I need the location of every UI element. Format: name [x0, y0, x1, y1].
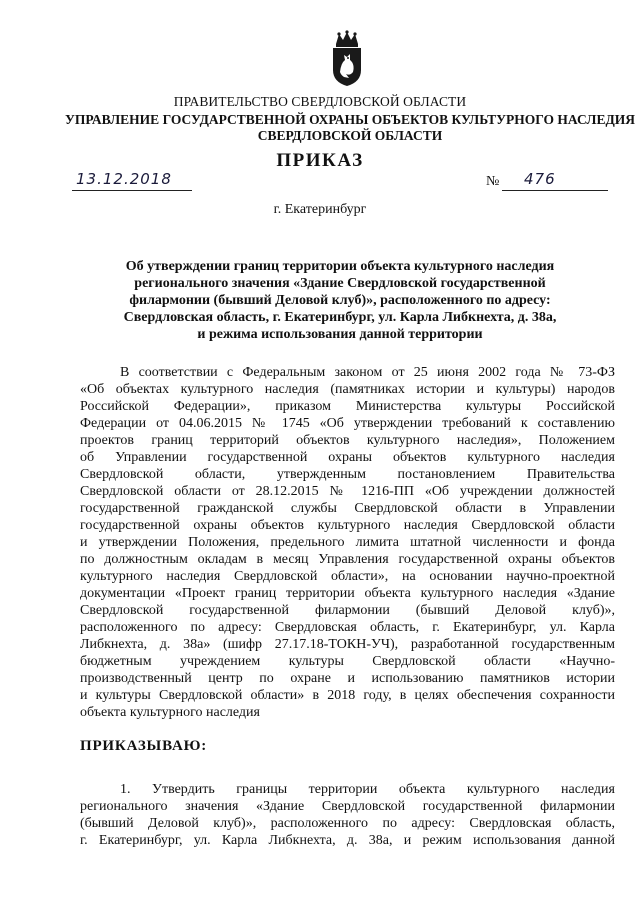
city-line: г. Екатеринбург [273, 202, 367, 217]
preamble-line: Свердловской области, утвержденным постановлением Правительства [80, 467, 615, 482]
preamble-line: расположенного по адресу: Свердловская область, г. Екатеринбург, ул. Карла [80, 620, 615, 635]
preamble-line: об Управлении государственной охраны объектов культурного наследия [80, 450, 615, 465]
item-1-line: (бывший Деловой клуб)», расположенного по адресу: Свердловская область, [80, 816, 615, 831]
preamble-line: Либкнехта, д. 38а» (шифр 27.17.18-ТОКН-УЧ), разработанной государственным [80, 637, 615, 652]
preamble-line: по должностным окладам в месяц Управления государственной охраны объектов [80, 552, 615, 567]
order-subject [100, 258, 580, 343]
preamble-line: государственной охраны объектов культурного наследия Свердловской области [80, 518, 615, 533]
item-1-paragraph [80, 781, 615, 849]
preamble-line: «Об объектах культурного наследия (памятниках истории и культуры) народов [80, 382, 615, 397]
preamble-paragraph [80, 364, 615, 721]
preamble-line: культурного наследия Свердловской области», на основании научно-проектной [80, 569, 615, 584]
handwritten-number: 476 [524, 170, 556, 188]
preamble-line: бюджетным учреждением культуры Свердловской области «Научно- [80, 654, 615, 669]
department-name [60, 112, 640, 144]
subject-line: Свердловская область, г. Екатеринбург, ул. Карла Либкнехта, д. 38а, [123, 310, 557, 325]
preamble-line: В соответствии с Федеральным законом от 25 июня 2002 года № 73-ФЗ [120, 365, 615, 380]
preamble-line: Свердловской государственной филармонии (бывший Деловой клуб)», [80, 603, 615, 618]
number-label: № [486, 174, 500, 189]
preamble-line: и утверждении Положения, предельного лимита штатной численности и фонда [80, 535, 615, 550]
subject-line: филармонии (бывший Деловой клуб)», расположенного по адресу: [129, 293, 551, 308]
item-1-line: 1. Утвердить границы территории объекта культурного наследия [120, 782, 615, 797]
preamble-line: документации «Проект границ территории объекта культурного наследия «Здание [80, 586, 615, 601]
document-type-title: ПРИКАЗ [276, 150, 364, 171]
preamble-line: государственной гражданской службы Свердловской области в Управлении [80, 501, 615, 516]
coat-of-arms-emblem [330, 30, 364, 88]
preamble-line: Федерации от 04.06.2015 № 1745 «Об утверждении требований к составлению [80, 416, 615, 431]
handwritten-date: 13.12.2018 [76, 170, 172, 188]
item-1-line: регионального значения «Здание Свердловской государственной филармонии [80, 799, 615, 814]
date-field [72, 168, 192, 191]
preamble-line: и культуры Свердловской области» в 2018 году, в целях обеспечения сохранности [80, 688, 615, 703]
directive-heading: ПРИКАЗЫВАЮ: [80, 738, 208, 754]
subject-line: регионального значения «Здание Свердловской государственной [134, 276, 546, 291]
preamble-line: Свердловской области от 28.12.2015 № 1216-ПП «Об учреждении должностей [80, 484, 615, 499]
preamble-line: проектов границ территорий объектов культурного наследия», Положением [80, 433, 615, 448]
subject-line: и режима использования данной территории [197, 327, 483, 342]
department-name-line2: СВЕРДЛОВСКОЙ ОБЛАСТИ [257, 128, 443, 143]
government-name: ПРАВИТЕЛЬСТВО СВЕРДЛОВСКОЙ ОБЛАСТИ [173, 94, 467, 109]
preamble-line: объекта культурного наследия [80, 705, 260, 720]
item-1-line: г. Екатеринбург, ул. Карла Либкнехта, д. 38а, и режим использования данной [80, 833, 615, 848]
preamble-line: производственный центр по охране и использованию памятников истории [80, 671, 615, 686]
subject-line: Об утверждении границ территории объекта культурного наследия [125, 259, 555, 274]
department-name-line1: УПРАВЛЕНИЕ ГОСУДАРСТВЕННОЙ ОХРАНЫ ОБЪЕКТОВ КУЛЬТУРНОГО НАСЛЕДИЯ [64, 112, 636, 127]
preamble-line: Российской Федерации», приказом Министерства культуры Российской [80, 399, 615, 414]
number-field [502, 168, 608, 191]
